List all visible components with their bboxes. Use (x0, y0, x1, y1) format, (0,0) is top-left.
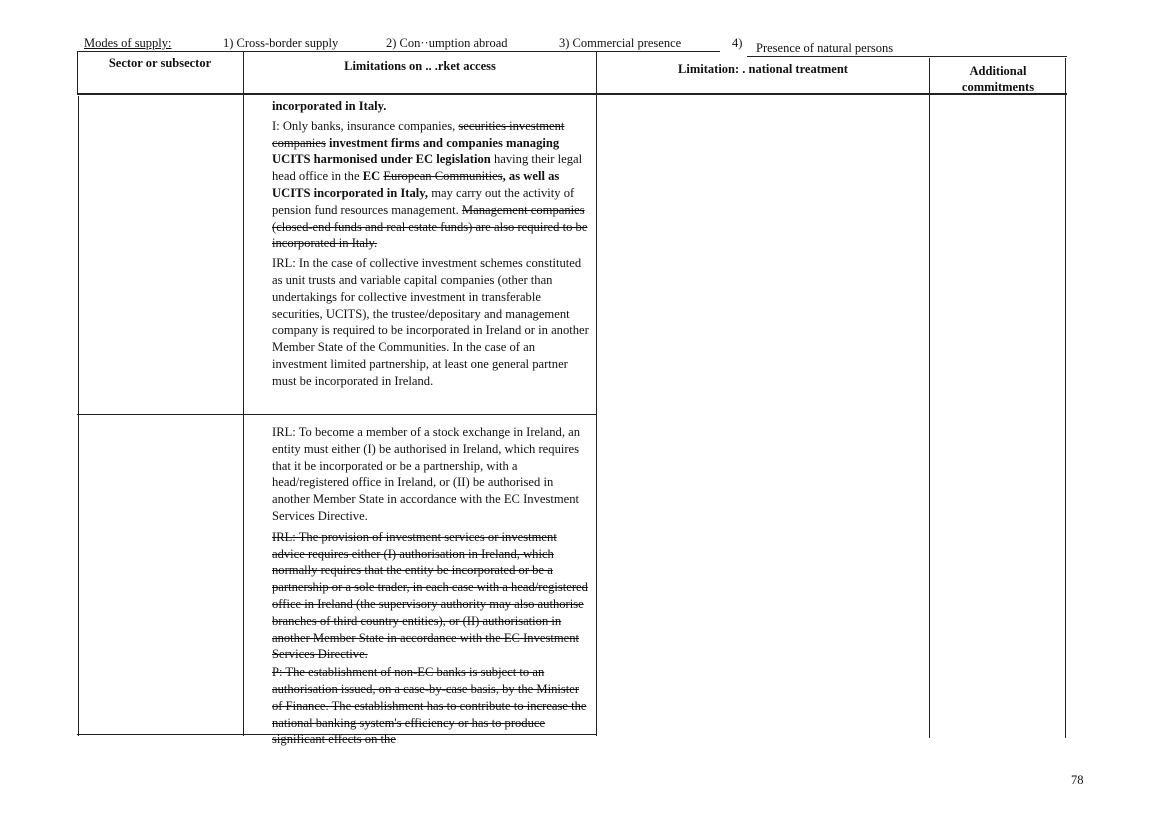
row1-market-access-cell (272, 98, 590, 391)
header-sector: Sector or subsector (108, 56, 212, 70)
header-additional-line1: Additional (969, 64, 1027, 78)
row1-italy-segment: investment firms and companies managing UCITS harmonised under EC legislation (272, 135, 560, 167)
row1-italy-segment: securities investment companies (272, 118, 565, 150)
header-national-treatment: Limitation: . national treatment (678, 62, 848, 76)
row2-portugal-banks-paragraph: P: The establishment of non-EC banks is subject to an authorisation issued, on a case-by-case basis, by the Minister of Finance. The establishment has to contribute to increase the national banking system's efficiency or has to produce significant effects on the (272, 665, 587, 747)
row1-italy-segment: , as well as UCITS incorporated in Italy, (272, 169, 560, 200)
mode-3: 3) Commercial presence (559, 36, 682, 50)
mode-1: 1) Cross-border supply (223, 36, 339, 50)
row2-investment-services-paragraph: IRL: The provision of investment services or investment advice requires either (I) authorisation in Ireland, which normally requires that the entity be incorporated or be a partnership or a sole trader, in each case with a head/registered office in Ireland (the supervisory authority may also authorise branches of third country entities), or (II) authorisation in another Member State in accordance with the EC Investment Services Directive. (272, 529, 588, 662)
header-additional-line2: commitments (961, 80, 1035, 94)
row1-continuation-text: incorporated in Italy. (272, 99, 387, 113)
row1-italy-segment: European Communities (383, 169, 503, 184)
row1-italy-paragraph (272, 118, 590, 252)
modes-label: Modes of supply: (84, 36, 172, 50)
header-market-access: Limitations on .. .rket access (344, 59, 496, 73)
row1-italy-segment: EC (362, 169, 381, 184)
mode-4: Presence of natural persons (756, 41, 894, 55)
mode-4-number: 4) (732, 36, 743, 50)
header-additional-commitments (932, 63, 1064, 95)
mode-2: 2) Con··umption abroad (386, 36, 508, 50)
row2-stock-exchange-paragraph: IRL: To become a member of a stock exchange in Ireland, an entity must either (I) be authorised in Ireland, which requires that it be incorporated or be a partnership, with a head/registered office in Ireland, or (II) be authorised in another Member State in accordance with the EC Investment Services Directive. (272, 425, 581, 523)
row1-ireland-paragraph: IRL: In the case of collective investment schemes constituted as unit trusts and variable capital companies (other than undertakings for collective investment in transferable securities, UCITS), the trustee/depositary and management company is required to be incorporated in Ireland or in another Member State of the Communities. In the case of an investment limited partnership, at least one general partner must be incorporated in Ireland. (272, 256, 589, 388)
row2-market-access-cell (272, 424, 590, 749)
row1-italy-segment: Management companies (closed-end funds and real estate funds) are also required to be incorporated in Italy. (272, 202, 588, 251)
row1-italy-segment: I: Only banks, insurance companies, (272, 118, 459, 133)
page-number: 78 (1071, 773, 1084, 787)
row1-italy-segment: having their legal head office in the (272, 152, 583, 184)
row1-italy-segment: may carry out the activity of pension fund resources management. (272, 185, 575, 217)
